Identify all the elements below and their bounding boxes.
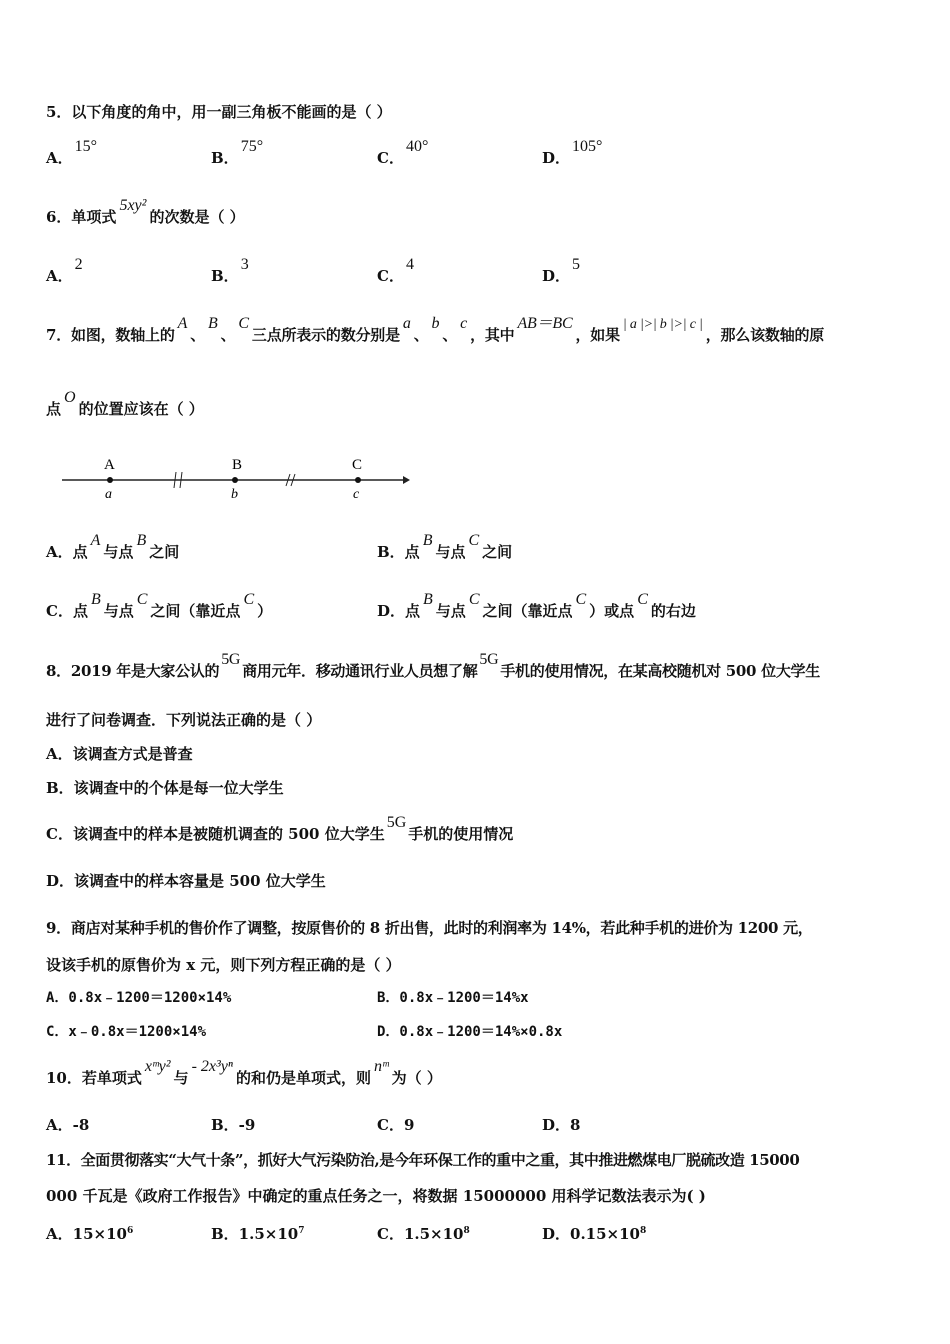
q10-stem: 10．若单项式xᵐy²与- 2x³yⁿ的和仍是单项式，则nᵐ为（ ）: [46, 1058, 442, 1087]
q6-option-c: C．4: [377, 256, 414, 285]
q11-option-d: D．$0.15\times 10^8$: [542, 1225, 647, 1243]
q9-option-a: A．0.8x﹣1200＝1200×14%: [46, 990, 232, 1006]
q5-option-c: C．40°: [377, 138, 429, 167]
q6-option-b: B．3: [211, 256, 249, 285]
q5-stem: 5．以下角度的角中，用一副三角板不能画的是（ ）: [46, 103, 392, 121]
q9-option-c: C．x﹣0.8x＝1200×14%: [46, 1024, 207, 1040]
q9-option-b: B．0.8x﹣1200＝14%x: [377, 990, 529, 1006]
number-line-figure: [58, 452, 414, 504]
q7-stem-line2: 点O的位置应该在（ ）: [46, 389, 204, 418]
q7-option-a: A．点A与点B之间: [46, 532, 180, 561]
q9-stem-line1: 9．商店对某种手机的售价作了调整，按原售价的 8 折出售，此时的利润率为 14%，若此种手机的进价为 1200 元，: [46, 919, 813, 937]
point-a-dot: [107, 477, 113, 483]
q11-option-b: B．$1.5\times 10^7$: [211, 1225, 305, 1243]
q6-option-d: D．5: [542, 256, 581, 285]
point-b-dot: [232, 477, 238, 483]
q5-option-a: A．15°: [46, 138, 98, 167]
point-a-label: A: [104, 457, 115, 473]
value-c-label: c: [353, 487, 360, 502]
q8-stem-line1: 8．2019 年是大家公认的5G商用元年．移动通讯行业人员想了解5G手机的使用情况，在某高校随机对 500 位大学生: [46, 651, 820, 680]
point-c-label: C: [352, 457, 363, 473]
value-a-label: a: [105, 487, 112, 502]
value-b-label: b: [231, 487, 238, 502]
q9-stem-line2: 设该手机的原售价为 x 元，则下列方程正确的是（ ）: [46, 956, 401, 974]
q11-option-a: A．$15\times 10^6$: [46, 1225, 134, 1243]
q9-option-d: D．0.8x﹣1200＝14%×0.8x: [377, 1024, 563, 1040]
q6-stem: 6．单项式5xy²的次数是（ ）: [46, 197, 245, 226]
point-c-dot: [355, 477, 361, 483]
q8-option-c: C．该调查中的样本是被随机调查的 500 位大学生5G手机的使用情况: [46, 814, 514, 843]
q7-option-c: C．点B与点C之间（靠近点C）: [46, 591, 273, 620]
q8-stem-line2: 进行了问卷调查．下列说法正确的是（ ）: [46, 711, 322, 729]
q7-option-d: D．点B与点C之间（靠近点C）或点C的右边: [377, 591, 696, 620]
q10-option-d: D．8: [542, 1116, 581, 1134]
q8-option-b: B．该调查中的个体是每一位大学生: [46, 779, 284, 797]
q7-option-b: B．点B与点C之间: [377, 532, 513, 561]
q5-option-d: D．105°: [542, 138, 603, 167]
q11-stem-line1: 11．全面贯彻落实“大气十条”，抓好大气污染防治,是今年环保工作的重中之重，其中推进燃煤电厂脱硫改造 15000: [46, 1151, 800, 1169]
point-b-label: B: [232, 457, 243, 473]
q10-option-c: C．9: [377, 1116, 415, 1134]
q6-option-a: A．2: [46, 256, 83, 285]
q8-option-d: D．该调查中的样本容量是 500 位大学生: [46, 872, 326, 890]
number-line-arrow: [403, 476, 410, 484]
q8-option-a: A．该调查方式是普查: [46, 745, 193, 763]
q7-stem-line1: 7．如图，数轴上的A、B、C三点所表示的数分别是a、b、c，其中AB＝BC，如果| a |>| b |>| c |，那么该数轴的原: [46, 315, 825, 344]
q11-stem-line2: 000 千瓦是《政府工作报告》中确定的重点任务之一，将数据 15000000 用科学记数法表示为( ): [46, 1187, 706, 1205]
q11-option-c: C．$1.5\times 10^8$: [377, 1225, 470, 1243]
q10-option-b: B．-9: [211, 1116, 256, 1134]
q10-option-a: A．-8: [46, 1116, 90, 1134]
q5-option-b: B．75°: [211, 138, 264, 167]
